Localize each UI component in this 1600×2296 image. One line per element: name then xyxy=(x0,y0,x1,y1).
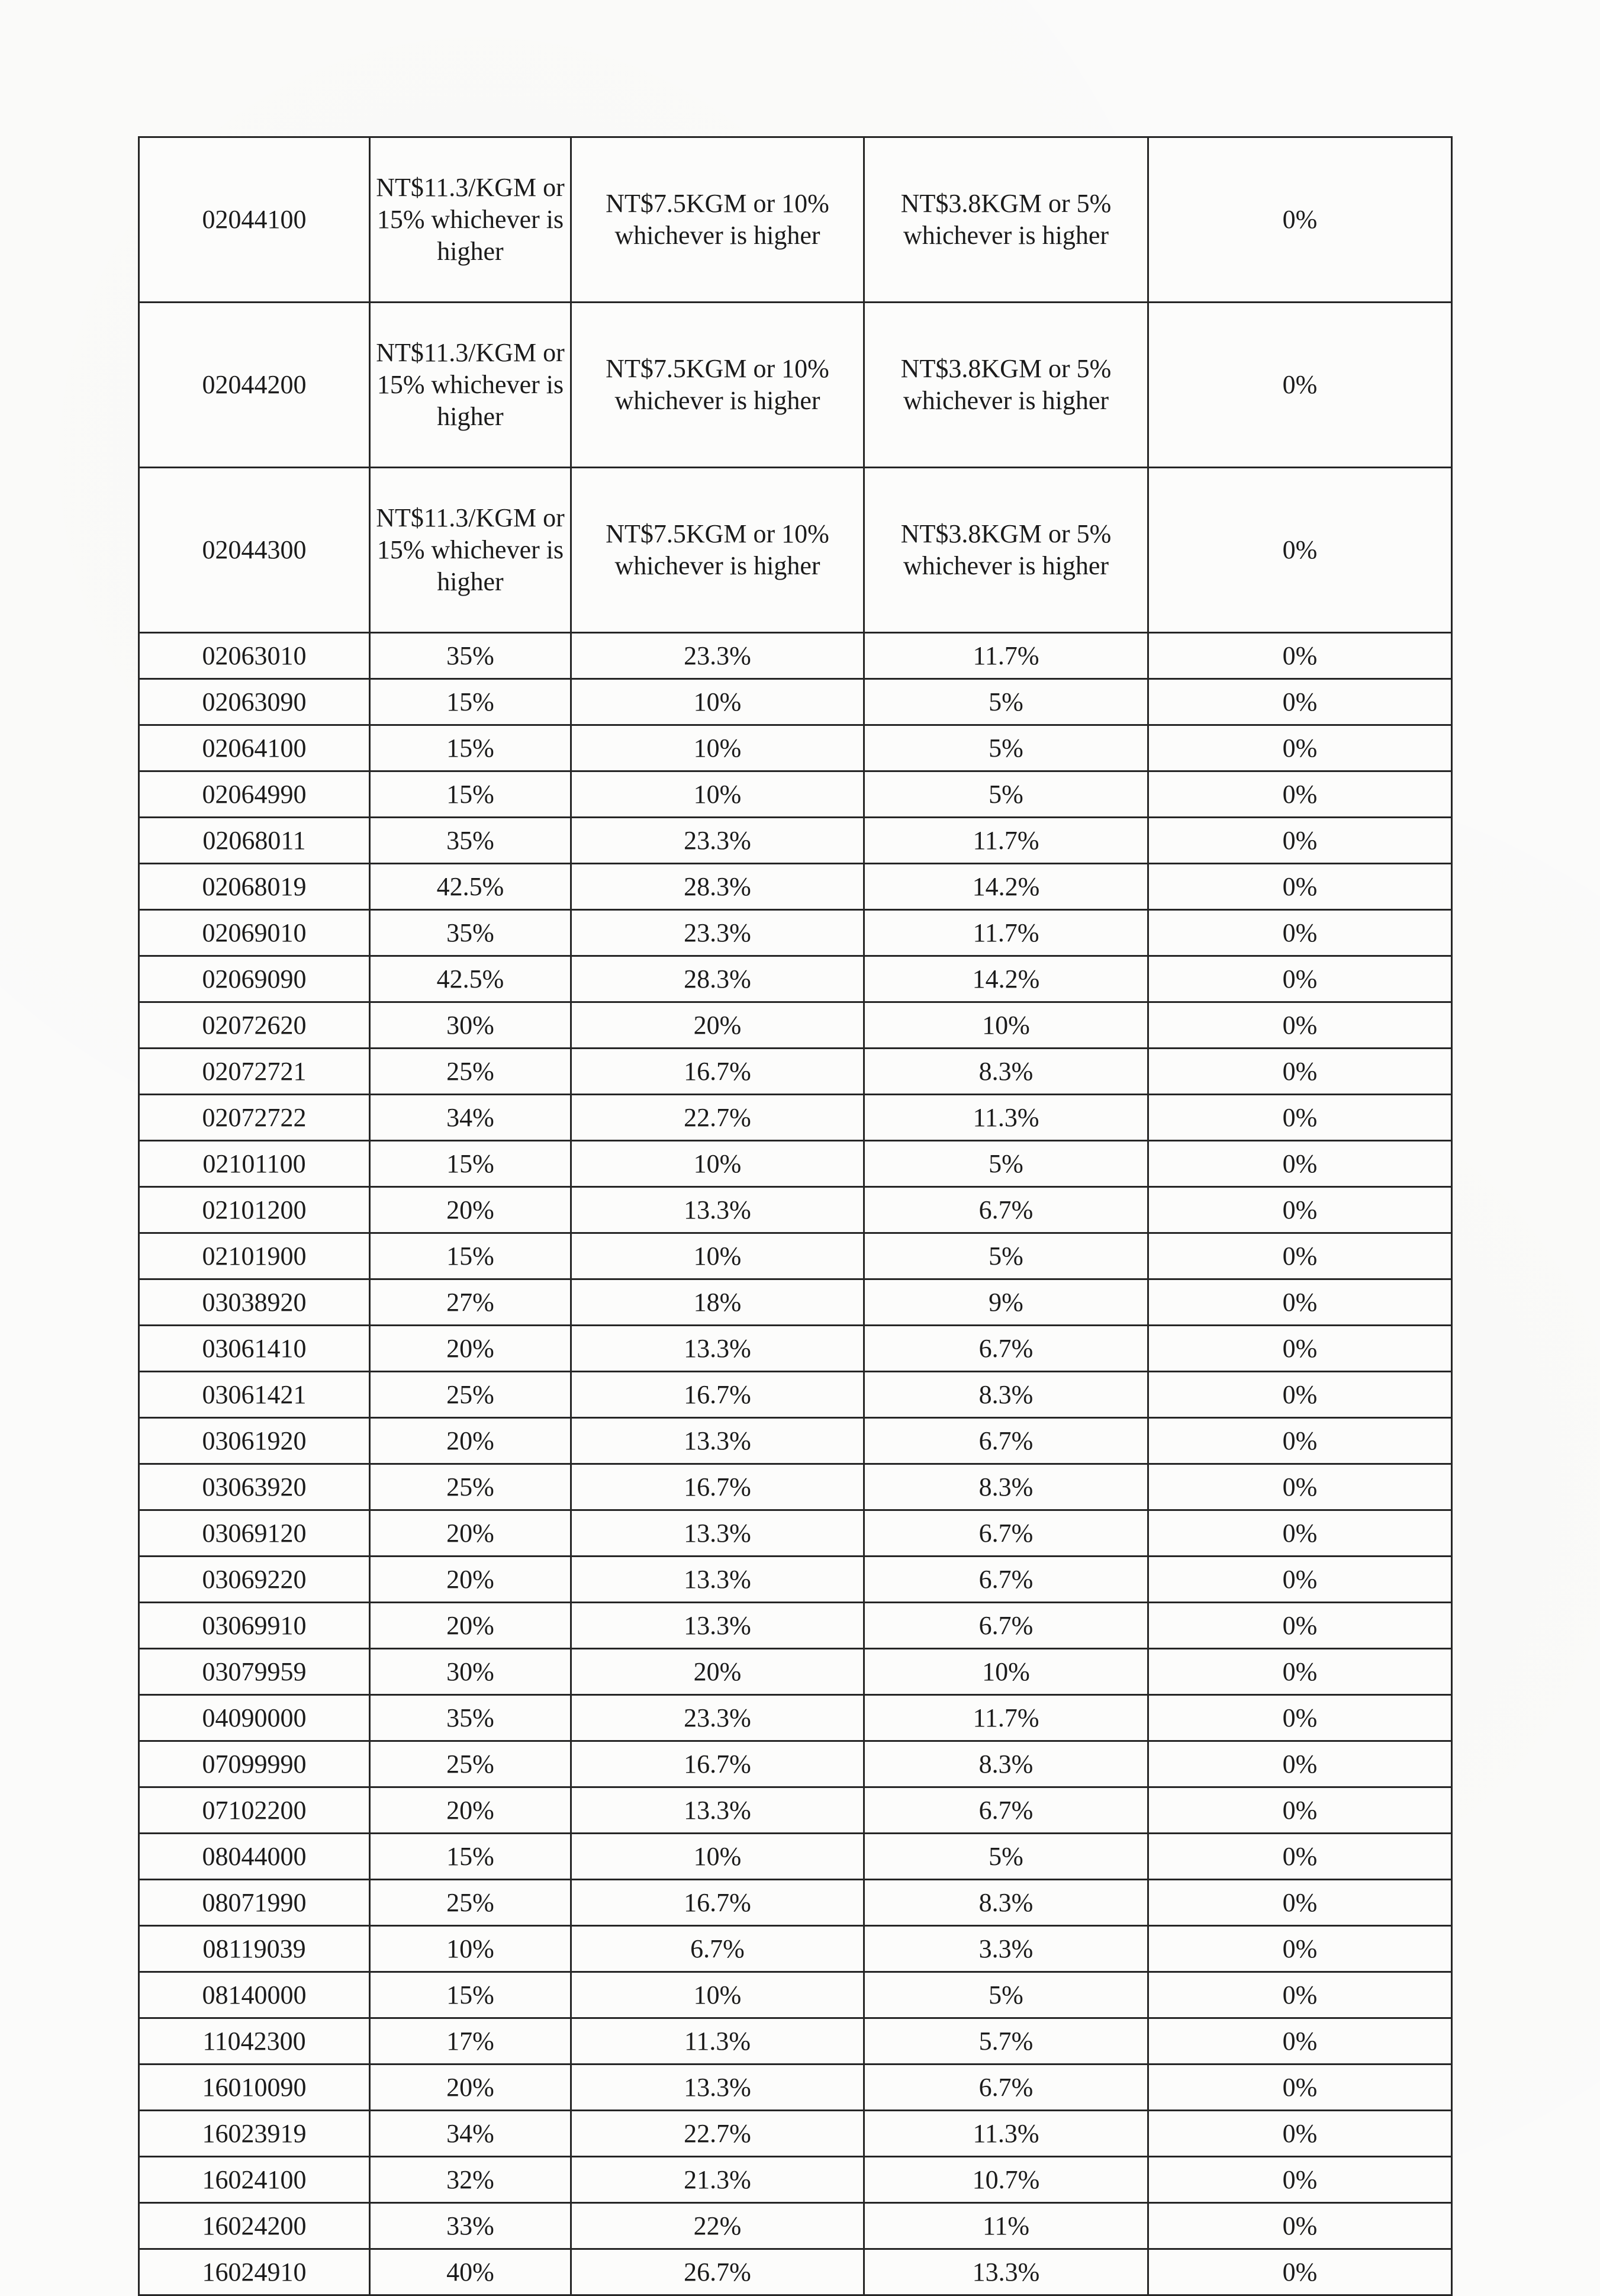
rate-cell-3: 6.7% xyxy=(864,2065,1148,2111)
table-row xyxy=(139,1279,1452,1326)
table-row xyxy=(139,725,1452,771)
table-row xyxy=(139,1603,1452,1649)
hs-code-cell: 02072722 xyxy=(139,1095,370,1141)
rate-cell-2: NT$7.5KGM or 10% whichever is higher xyxy=(571,468,864,633)
table-row xyxy=(139,1557,1452,1603)
table-row xyxy=(139,1926,1452,1972)
rate-cell-3: 5% xyxy=(864,725,1148,771)
rate-cell-1: 35% xyxy=(370,1695,571,1741)
table-row xyxy=(139,910,1452,956)
rate-cell-4: 0% xyxy=(1148,1972,1452,2018)
rate-cell-4: 0% xyxy=(1148,1372,1452,1418)
rate-cell-2: 16.7% xyxy=(571,1049,864,1095)
rate-cell-4: 0% xyxy=(1148,1787,1452,1834)
rate-cell-4: 0% xyxy=(1148,910,1452,956)
table-row xyxy=(139,1049,1452,1095)
table-row xyxy=(139,864,1452,910)
hs-code-cell: 02069010 xyxy=(139,910,370,956)
rate-cell-2: 16.7% xyxy=(571,1880,864,1926)
hs-code-cell: 16024200 xyxy=(139,2203,370,2249)
rate-cell-3: 5% xyxy=(864,679,1148,725)
table-row xyxy=(139,633,1452,679)
table-row xyxy=(139,2157,1452,2203)
hs-code-cell: 03069120 xyxy=(139,1510,370,1557)
rate-cell-4: 0% xyxy=(1148,1326,1452,1372)
rate-cell-1: 42.5% xyxy=(370,864,571,910)
table-row xyxy=(139,1002,1452,1049)
table-row xyxy=(139,1880,1452,1926)
rate-cell-4: 0% xyxy=(1148,1095,1452,1141)
table-row xyxy=(139,2203,1452,2249)
table-row xyxy=(139,1510,1452,1557)
hs-code-cell: 16024910 xyxy=(139,2249,370,2295)
rate-cell-2: 20% xyxy=(571,1002,864,1049)
tariff-table-body xyxy=(139,137,1452,2295)
rate-cell-2: 13.3% xyxy=(571,1557,864,1603)
rate-cell-3: 8.3% xyxy=(864,1372,1148,1418)
rate-cell-2: 10% xyxy=(571,1834,864,1880)
rate-cell-4: 0% xyxy=(1148,1233,1452,1279)
hs-code-cell: 03061421 xyxy=(139,1372,370,1418)
table-row xyxy=(139,1418,1452,1464)
hs-code-cell: 02063090 xyxy=(139,679,370,725)
rate-cell-3: 6.7% xyxy=(864,1603,1148,1649)
rate-cell-2: 16.7% xyxy=(571,1464,864,1510)
rate-cell-4: 0% xyxy=(1148,1049,1452,1095)
hs-code-cell: 03069220 xyxy=(139,1557,370,1603)
rate-cell-2: 10% xyxy=(571,1972,864,2018)
hs-code-cell: 02068019 xyxy=(139,864,370,910)
hs-code-cell: 03069910 xyxy=(139,1603,370,1649)
rate-cell-1: 20% xyxy=(370,2065,571,2111)
table-row xyxy=(139,1649,1452,1695)
rate-cell-1: 10% xyxy=(370,1926,571,1972)
rate-cell-4: 0% xyxy=(1148,2203,1452,2249)
rate-cell-3: NT$3.8KGM or 5% whichever is higher xyxy=(864,137,1148,303)
rate-cell-3: 6.7% xyxy=(864,1187,1148,1233)
rate-cell-2: 10% xyxy=(571,679,864,725)
rate-cell-3: 6.7% xyxy=(864,1418,1148,1464)
table-row xyxy=(139,1326,1452,1372)
tariff-rate-table xyxy=(138,136,1453,2296)
rate-cell-2: 21.3% xyxy=(571,2157,864,2203)
hs-code-cell: 03079959 xyxy=(139,1649,370,1695)
table-row xyxy=(139,818,1452,864)
rate-cell-2: 28.3% xyxy=(571,864,864,910)
rate-cell-1: 20% xyxy=(370,1418,571,1464)
rate-cell-4: 0% xyxy=(1148,1418,1452,1464)
rate-cell-4: 0% xyxy=(1148,679,1452,725)
rate-cell-1: 15% xyxy=(370,725,571,771)
rate-cell-2: NT$7.5KGM or 10% whichever is higher xyxy=(571,303,864,468)
rate-cell-1: 35% xyxy=(370,818,571,864)
rate-cell-2: 20% xyxy=(571,1649,864,1695)
rate-cell-3: NT$3.8KGM or 5% whichever is higher xyxy=(864,468,1148,633)
table-row xyxy=(139,1372,1452,1418)
hs-code-cell: 02101100 xyxy=(139,1141,370,1187)
rate-cell-2: 13.3% xyxy=(571,1418,864,1464)
rate-cell-4: 0% xyxy=(1148,1002,1452,1049)
rate-cell-2: 10% xyxy=(571,725,864,771)
hs-code-cell: 02101200 xyxy=(139,1187,370,1233)
hs-code-cell: 03061410 xyxy=(139,1326,370,1372)
rate-cell-1: 15% xyxy=(370,1972,571,2018)
rate-cell-4: 0% xyxy=(1148,1557,1452,1603)
rate-cell-4: 0% xyxy=(1148,2111,1452,2157)
rate-cell-1: 20% xyxy=(370,1187,571,1233)
rate-cell-2: 13.3% xyxy=(571,1326,864,1372)
rate-cell-3: 5% xyxy=(864,771,1148,818)
rate-cell-2: 22.7% xyxy=(571,1095,864,1141)
rate-cell-4: 0% xyxy=(1148,1834,1452,1880)
rate-cell-4: 0% xyxy=(1148,1187,1452,1233)
rate-cell-3: NT$3.8KGM or 5% whichever is higher xyxy=(864,303,1148,468)
hs-code-cell: 08119039 xyxy=(139,1926,370,1972)
rate-cell-3: 6.7% xyxy=(864,1326,1148,1372)
table-row xyxy=(139,1787,1452,1834)
hs-code-cell: 02072721 xyxy=(139,1049,370,1095)
hs-code-cell: 02101900 xyxy=(139,1233,370,1279)
table-row xyxy=(139,1972,1452,2018)
rate-cell-1: 20% xyxy=(370,1510,571,1557)
hs-code-cell: 08140000 xyxy=(139,1972,370,2018)
hs-code-cell: 07102200 xyxy=(139,1787,370,1834)
hs-code-cell: 11042300 xyxy=(139,2018,370,2065)
hs-code-cell: 16023919 xyxy=(139,2111,370,2157)
rate-cell-4: 0% xyxy=(1148,1603,1452,1649)
hs-code-cell: 02064990 xyxy=(139,771,370,818)
rate-cell-1: 20% xyxy=(370,1326,571,1372)
rate-cell-3: 3.3% xyxy=(864,1926,1148,1972)
rate-cell-2: 10% xyxy=(571,771,864,818)
rate-cell-1: NT$11.3/KGM or 15% whichever is higher xyxy=(370,468,571,633)
table-row xyxy=(139,1233,1452,1279)
rate-cell-4: 0% xyxy=(1148,2157,1452,2203)
rate-cell-2: 13.3% xyxy=(571,1187,864,1233)
rate-cell-1: 27% xyxy=(370,1279,571,1326)
rate-cell-4: 0% xyxy=(1148,1741,1452,1787)
hs-code-cell: 04090000 xyxy=(139,1695,370,1741)
rate-cell-4: 0% xyxy=(1148,468,1452,633)
rate-cell-1: 25% xyxy=(370,1464,571,1510)
rate-cell-3: 11% xyxy=(864,2203,1148,2249)
rate-cell-2: 11.3% xyxy=(571,2018,864,2065)
rate-cell-1: 25% xyxy=(370,1880,571,1926)
rate-cell-4: 0% xyxy=(1148,1880,1452,1926)
rate-cell-4: 0% xyxy=(1148,1926,1452,1972)
hs-code-cell: 02069090 xyxy=(139,956,370,1002)
rate-cell-3: 8.3% xyxy=(864,1464,1148,1510)
rate-cell-3: 14.2% xyxy=(864,956,1148,1002)
hs-code-cell: 16024100 xyxy=(139,2157,370,2203)
rate-cell-4: 0% xyxy=(1148,2018,1452,2065)
table-row xyxy=(139,771,1452,818)
rate-cell-1: 20% xyxy=(370,1787,571,1834)
hs-code-cell: 03038920 xyxy=(139,1279,370,1326)
rate-cell-4: 0% xyxy=(1148,771,1452,818)
hs-code-cell: 02044200 xyxy=(139,303,370,468)
rate-cell-2: 23.3% xyxy=(571,633,864,679)
rate-cell-2: 13.3% xyxy=(571,2065,864,2111)
rate-cell-4: 0% xyxy=(1148,137,1452,303)
rate-cell-1: 32% xyxy=(370,2157,571,2203)
hs-code-cell: 03063920 xyxy=(139,1464,370,1510)
hs-code-cell: 16010090 xyxy=(139,2065,370,2111)
rate-cell-4: 0% xyxy=(1148,956,1452,1002)
table-row xyxy=(139,2065,1452,2111)
rate-cell-3: 5.7% xyxy=(864,2018,1148,2065)
table-row xyxy=(139,303,1452,468)
rate-cell-2: 16.7% xyxy=(571,1372,864,1418)
rate-cell-3: 10.7% xyxy=(864,2157,1148,2203)
table-row xyxy=(139,2249,1452,2295)
rate-cell-4: 0% xyxy=(1148,1464,1452,1510)
rate-cell-1: 20% xyxy=(370,1557,571,1603)
rate-cell-1: 25% xyxy=(370,1049,571,1095)
rate-cell-4: 0% xyxy=(1148,2065,1452,2111)
rate-cell-1: 15% xyxy=(370,679,571,725)
rate-cell-4: 0% xyxy=(1148,725,1452,771)
rate-cell-4: 0% xyxy=(1148,633,1452,679)
rate-cell-3: 8.3% xyxy=(864,1880,1148,1926)
rate-cell-3: 14.2% xyxy=(864,864,1148,910)
hs-code-cell: 03061920 xyxy=(139,1418,370,1464)
table-row xyxy=(139,1834,1452,1880)
rate-cell-1: 15% xyxy=(370,771,571,818)
rate-cell-2: 13.3% xyxy=(571,1787,864,1834)
rate-cell-2: 10% xyxy=(571,1233,864,1279)
rate-cell-3: 6.7% xyxy=(864,1510,1148,1557)
hs-code-cell: 08071990 xyxy=(139,1880,370,1926)
rate-cell-3: 10% xyxy=(864,1649,1148,1695)
rate-cell-3: 10% xyxy=(864,1002,1148,1049)
rate-cell-1: 34% xyxy=(370,1095,571,1141)
hs-code-cell: 02044300 xyxy=(139,468,370,633)
rate-cell-2: 23.3% xyxy=(571,1695,864,1741)
rate-cell-2: 28.3% xyxy=(571,956,864,1002)
table-row xyxy=(139,2111,1452,2157)
rate-cell-3: 11.7% xyxy=(864,910,1148,956)
hs-code-cell: 02064100 xyxy=(139,725,370,771)
table-row xyxy=(139,679,1452,725)
rate-cell-1: 34% xyxy=(370,2111,571,2157)
table-row xyxy=(139,1141,1452,1187)
rate-cell-2: 10% xyxy=(571,1141,864,1187)
rate-cell-4: 0% xyxy=(1148,818,1452,864)
rate-cell-1: 17% xyxy=(370,2018,571,2065)
rate-cell-1: 40% xyxy=(370,2249,571,2295)
table-row xyxy=(139,468,1452,633)
rate-cell-4: 0% xyxy=(1148,1695,1452,1741)
rate-cell-3: 13.3% xyxy=(864,2249,1148,2295)
rate-cell-4: 0% xyxy=(1148,1649,1452,1695)
hs-code-cell: 02072620 xyxy=(139,1002,370,1049)
rate-cell-4: 0% xyxy=(1148,1510,1452,1557)
rate-cell-3: 9% xyxy=(864,1279,1148,1326)
rate-cell-2: 18% xyxy=(571,1279,864,1326)
rate-cell-3: 11.7% xyxy=(864,818,1148,864)
rate-cell-2: 16.7% xyxy=(571,1741,864,1787)
table-row xyxy=(139,956,1452,1002)
rate-cell-2: 26.7% xyxy=(571,2249,864,2295)
hs-code-cell: 08044000 xyxy=(139,1834,370,1880)
rate-cell-3: 5% xyxy=(864,1972,1148,2018)
rate-cell-2: 13.3% xyxy=(571,1603,864,1649)
rate-cell-3: 11.3% xyxy=(864,1095,1148,1141)
rate-cell-3: 11.7% xyxy=(864,633,1148,679)
table-row xyxy=(139,137,1452,303)
rate-cell-3: 6.7% xyxy=(864,1787,1148,1834)
rate-cell-3: 8.3% xyxy=(864,1049,1148,1095)
hs-code-cell: 02044100 xyxy=(139,137,370,303)
rate-cell-4: 0% xyxy=(1148,1141,1452,1187)
rate-cell-1: 42.5% xyxy=(370,956,571,1002)
rate-cell-1: 15% xyxy=(370,1233,571,1279)
hs-code-cell: 02068011 xyxy=(139,818,370,864)
rate-cell-2: 23.3% xyxy=(571,910,864,956)
rate-cell-2: 13.3% xyxy=(571,1510,864,1557)
rate-cell-1: 20% xyxy=(370,1603,571,1649)
rate-cell-3: 11.7% xyxy=(864,1695,1148,1741)
table-row xyxy=(139,2018,1452,2065)
hs-code-cell: 02063010 xyxy=(139,633,370,679)
rate-cell-1: 30% xyxy=(370,1649,571,1695)
table-row xyxy=(139,1741,1452,1787)
rate-cell-4: 0% xyxy=(1148,2249,1452,2295)
rate-cell-3: 11.3% xyxy=(864,2111,1148,2157)
rate-cell-1: 15% xyxy=(370,1834,571,1880)
rate-cell-2: 22% xyxy=(571,2203,864,2249)
rate-cell-1: 30% xyxy=(370,1002,571,1049)
rate-cell-3: 6.7% xyxy=(864,1557,1148,1603)
rate-cell-4: 0% xyxy=(1148,1279,1452,1326)
rate-cell-2: 22.7% xyxy=(571,2111,864,2157)
table-row xyxy=(139,1095,1452,1141)
rate-cell-3: 5% xyxy=(864,1834,1148,1880)
rate-cell-1: 35% xyxy=(370,633,571,679)
rate-cell-1: 25% xyxy=(370,1741,571,1787)
rate-cell-1: 33% xyxy=(370,2203,571,2249)
rate-cell-2: NT$7.5KGM or 10% whichever is higher xyxy=(571,137,864,303)
rate-cell-1: NT$11.3/KGM or 15% whichever is higher xyxy=(370,137,571,303)
rate-cell-1: NT$11.3/KGM or 15% whichever is higher xyxy=(370,303,571,468)
rate-cell-1: 25% xyxy=(370,1372,571,1418)
rate-cell-3: 8.3% xyxy=(864,1741,1148,1787)
table-row xyxy=(139,1187,1452,1233)
rate-cell-2: 23.3% xyxy=(571,818,864,864)
rate-cell-3: 5% xyxy=(864,1141,1148,1187)
table-row xyxy=(139,1464,1452,1510)
rate-cell-4: 0% xyxy=(1148,303,1452,468)
hs-code-cell: 07099990 xyxy=(139,1741,370,1787)
rate-cell-4: 0% xyxy=(1148,864,1452,910)
rate-cell-1: 35% xyxy=(370,910,571,956)
rate-cell-3: 5% xyxy=(864,1233,1148,1279)
table-row xyxy=(139,1695,1452,1741)
rate-cell-1: 15% xyxy=(370,1141,571,1187)
rate-cell-2: 6.7% xyxy=(571,1926,864,1972)
